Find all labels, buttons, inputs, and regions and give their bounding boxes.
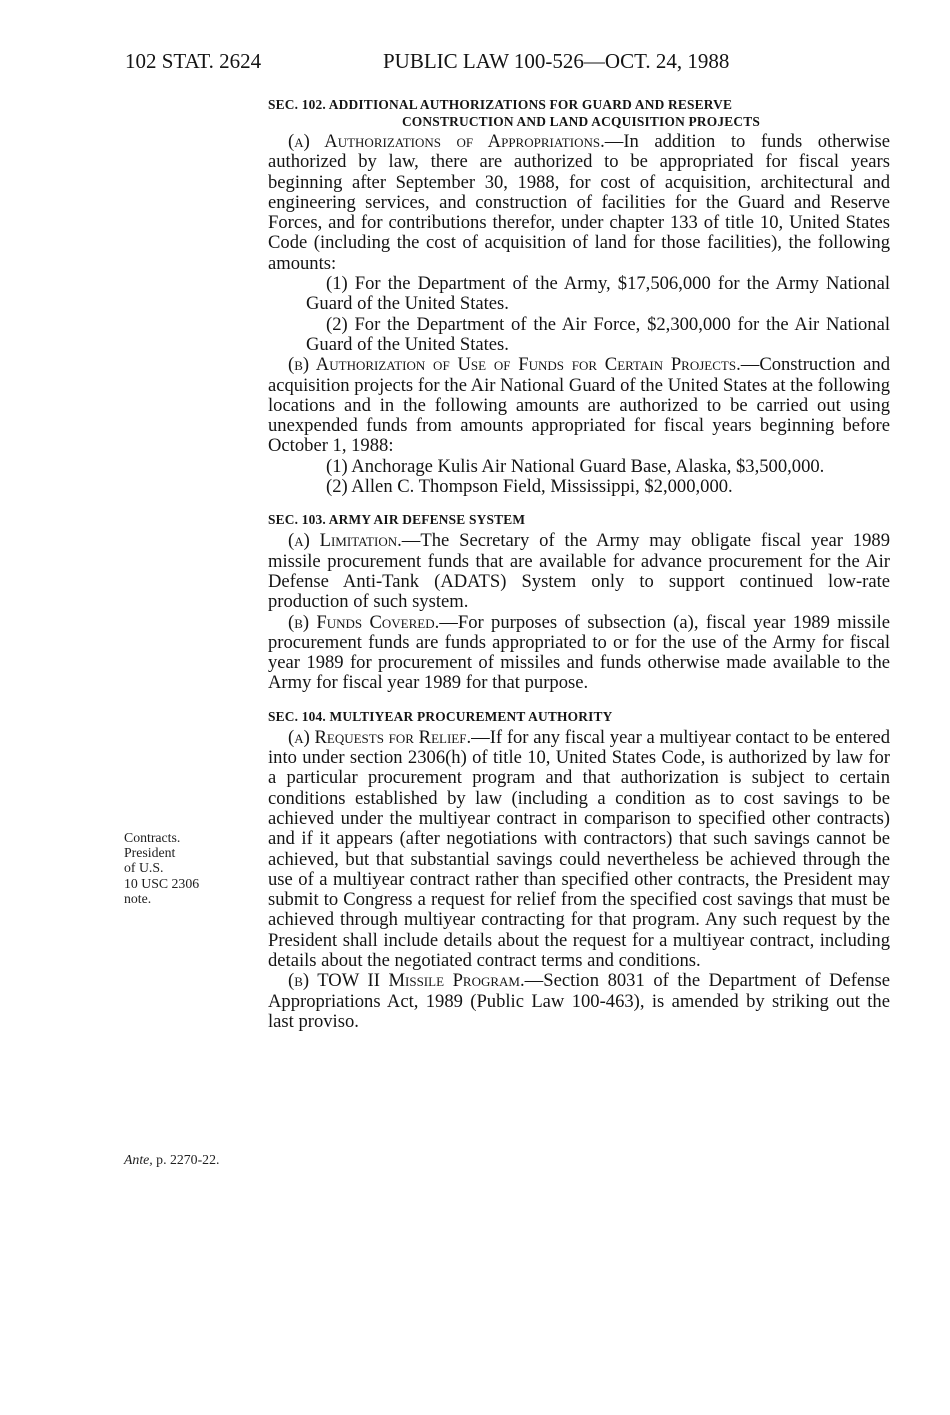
sec-102-heading [268,96,890,130]
sec-104-subsection-a [268,728,890,972]
sec-102-heading-line1: SEC. 102. ADDITIONAL AUTHORIZATIONS FOR GUARD AND RESERVE [268,97,733,112]
sec-103-heading: SEC. 103. ARMY AIR DEFENSE SYSTEM [268,512,526,528]
sec-104-heading: SEC. 104. MULTIYEAR PROCUREMENT AUTHORITY [268,708,613,724]
margin-note-line: Contracts. [124,830,181,845]
subsection-caption: (a) Limitation. [288,530,402,552]
subsection-text: —In addition to funds otherwise authorized by law, there are authorized to be appropriated for fiscal years beginning after September 30, 1988, for cost of acquisition, architectural and engineering services, and construction of facilities for the Guard and Reserve Forces, and for contributions therefor, under chapter 133 of title 10, United States Code (including the cost of acquisition of land for those facilities), the following amounts: [268,131,891,274]
margin-note-line: 10 USC 2306 [124,875,200,891]
sec-102-a-item-1: (1) For the Department of the Army, $17,506,000 for the Army National Guard of the United States. [306,273,890,315]
margin-note-line: note. [124,890,152,906]
subsection-text: —If for any fiscal year a multiyear contact to be entered into under section 2306(h) of title 10, United States Code, is authorized by law for a particular procurement program and that authorization is subject to certain conditions established by law (including a condition as to cost savings to be achieved under the multiyear contract in comparison to specified other contracts) and if it appears (after negotiations with contractors) that such savings cannot be achieved, but that substantial savings could nevertheless be achieved through the use of a multiyear contract rather than specified other contracts, the President may submit to Congress a request for relief from the specified cost savings that must be achieved through multiyear contracting for that program. Any such request by the President shall include details about the request for a multiyear contract, including details about the negotiated contract terms and conditions. [268,726,890,971]
main-text [268,96,890,1032]
margin-note-line: President [124,845,176,861]
margin-note-ante-page: p. 2270-22. [152,1152,220,1167]
sec-103-subsection-b [268,613,890,694]
sec-102-subsection-a [268,132,890,274]
subsection-text: —Construction and acquisition projects for the Air National Guard of the United States at the following locations and in the following amounts are authorized to be carried out using unexpended funds from amounts appropriated for fiscal years beginning before October 1, 1988: [268,354,891,457]
margin-note-ante-italic: Ante, [124,1152,153,1167]
subsection-caption: (b) TOW II Missile Program. [288,970,525,992]
sec-102-subsection-b [268,355,890,456]
subsection-caption: (b) Funds Covered. [288,611,440,633]
sec-104-subsection-b [268,971,890,1032]
subsection-text: —The Secretary of the Army may obligate fiscal year 1989 missile procurement funds that are available for advance procurement for the Air Defense Anti-Tank (ADATS) System only to support continued low-rate production of such system. [268,530,890,613]
stat-page-number: 102 STAT. 2624 [125,49,262,73]
subsection-caption: (a) Requests for Relief. [288,726,472,748]
margin-note-contracts [124,830,244,906]
margin-note-ante [124,1152,244,1167]
sec-103-subsection-a [268,531,890,612]
margin-note-line: of U.S. [124,860,164,876]
public-law-title: PUBLIC LAW 100-526—OCT. 24, 1988 [383,49,730,73]
sec-102-heading-line2: CONSTRUCTION AND LAND ACQUISITION PROJECTS [401,114,761,129]
sec-102-b-item-1: (1) Anchorage Kulis Air National Guard Base, Alaska, $3,500,000. [326,455,825,477]
sec-102-a-item-2: (2) For the Department of the Air Force, $2,300,000 for the Air National Guard of the United States. [306,313,890,355]
subsection-caption: (b) Authorization of Use of Funds for Certain Projects. [288,354,741,376]
page-header [125,46,885,76]
sec-102-b-item-2: (2) Allen C. Thompson Field, Mississippi, $2,000,000. [326,476,733,498]
subsection-text: —For purposes of subsection (a), fiscal year 1989 missile procurement funds are funds appropriated to or for the use of the Army for fiscal year 1989 for procurement of missiles and funds otherwise made available to the Army for fiscal year 1989 for that purpose. [268,611,890,694]
subsection-text: —Section 8031 of the Department of Defense Appropriations Act, 1989 (Public Law 100-463), is amended by striking out the last proviso. [268,970,890,1032]
subsection-caption: (a) Authorizations of Appropriations. [288,131,605,152]
